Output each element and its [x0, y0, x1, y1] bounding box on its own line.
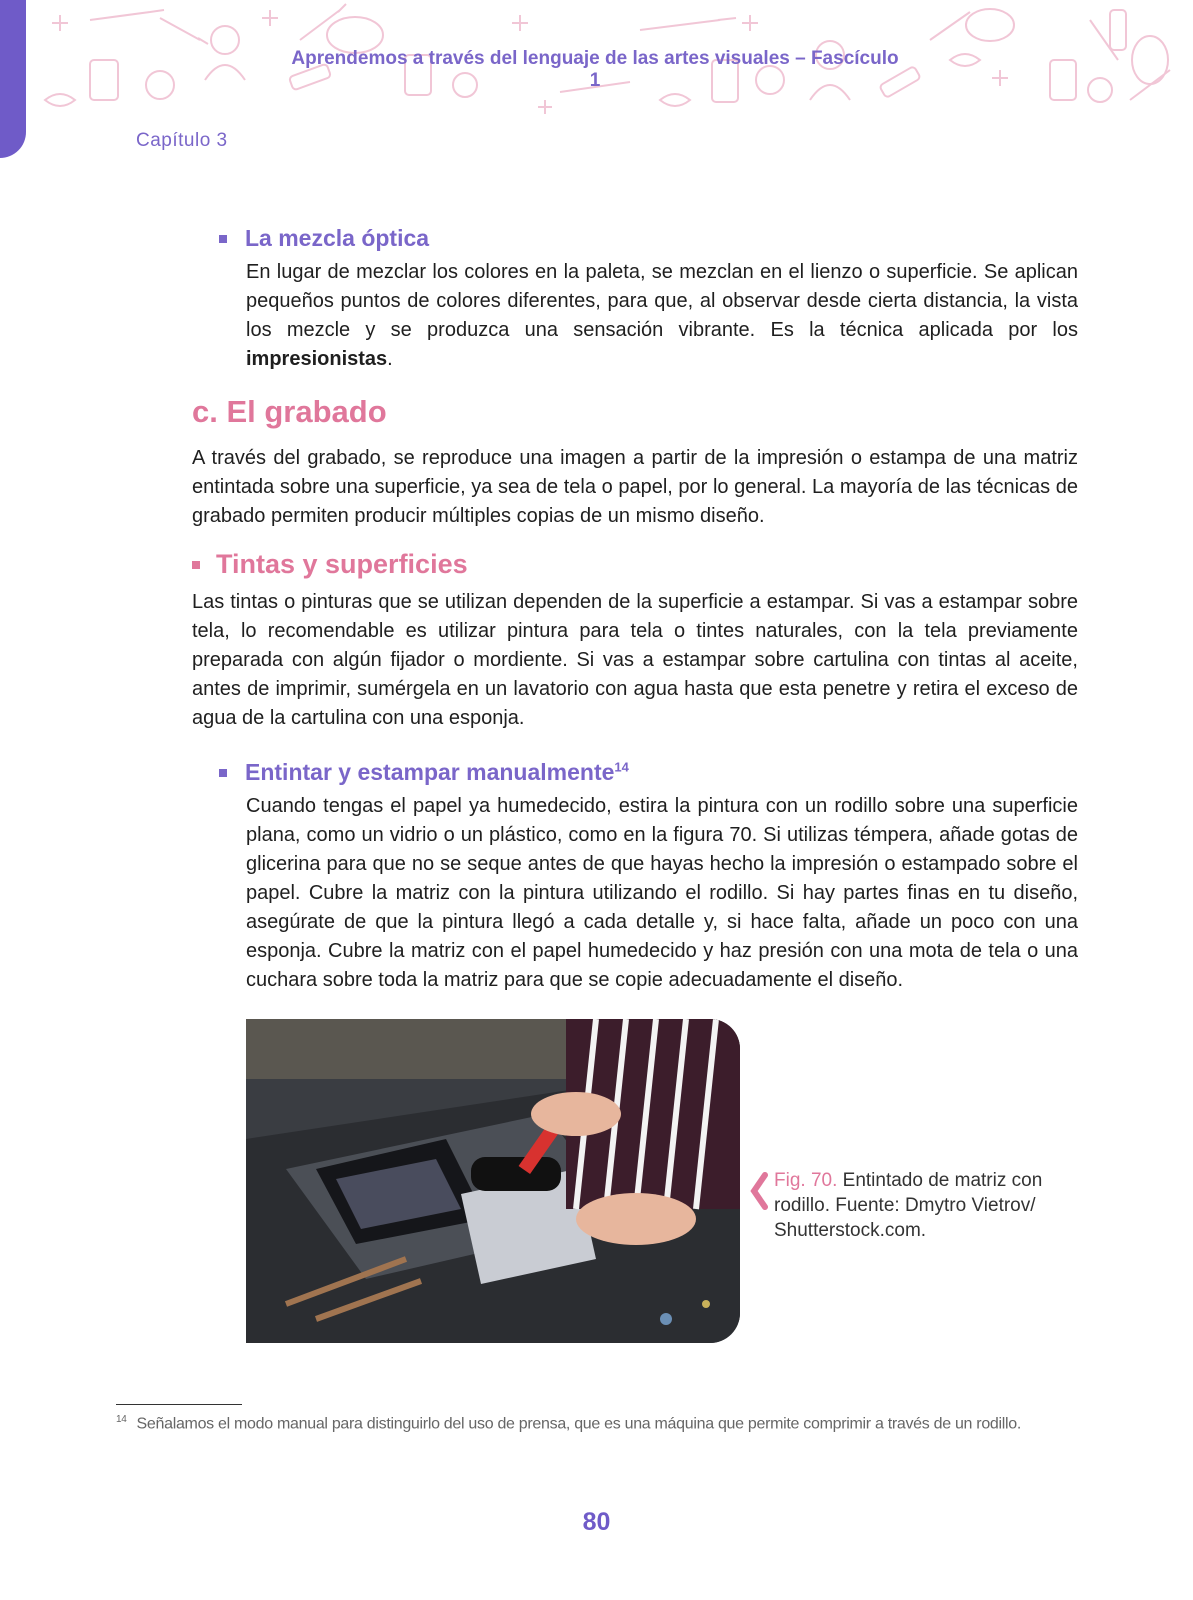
figure-label: Fig. 70. [774, 1170, 838, 1191]
square-bullet-icon [219, 235, 227, 243]
running-head: Aprendemos a través del lenguaje de las artes visuales – Fascículo 1 [291, 48, 899, 91]
paragraph-manual: Cuando tengas el papel ya humedecido, estira la pintura con un rodillo sobre una superficie plana, como un vidrio o un plástico, como en la figura 70. Si utilizas témpera, añade gotas de glicerina para que no se seque antes de que hayas hecho la impresión o estampado sobre el papel. Cubre la matriz con la pintura utilizando el rodillo. Si hay partes finas en tu diseño, asegúrate de que la pintura llegó a cada detalle y, si hace falta, añade un poco con una esponja. Cubre la matriz con el papel humedecido y haz presión con una mota de tela o una cuchara sobre toda la matriz para que se copie adecuadamente el diseño. [246, 795, 1078, 991]
bold-term: impresionistas [246, 348, 388, 370]
figure-70 [246, 1019, 1078, 1343]
footnote [116, 1414, 1086, 1433]
square-bullet-icon [192, 561, 200, 569]
figure-caption-text: Entintado de matriz con rodillo. Fuente: Dmytro Vietrov/ Shutterstock.com. [774, 1170, 1043, 1241]
bullet-manual [219, 759, 1078, 786]
inking-photo-illustration [246, 1019, 740, 1343]
photo-inking-matrix [246, 1019, 740, 1343]
chapter-side-tab [0, 0, 26, 158]
figure-caption [774, 1168, 1084, 1243]
paragraph-optical-mix [246, 258, 1078, 374]
paragraph-inks: Las tintas o pinturas que se utilizan dependen de la superficie a estampar. Si vas a estampar sobre tela, lo recomendable es utilizar pintura para tela o tintes naturales, con la tela previamente preparada con algún fijador o mordiente. Si vas a estampar sobre cartulina con tintas al aceite, antes de imprimir, sumérgela en un lavatorio con agua hasta que esta penetre y retira el exceso de agua de la cartulina con una esponja. [192, 591, 1078, 729]
subheading-manual-text: Entintar y estampar manualmente [245, 759, 615, 785]
bullet-inks [192, 549, 1078, 580]
footnote-divider [116, 1404, 242, 1405]
footnote-text: Señalamos el modo manual para distinguirlo del uso de prensa, que es una máquina que permite comprimir a través de un rodillo. [136, 1415, 1022, 1433]
optical-mix-text: En lugar de mezclar los colores en la paleta, se mezclan en el lienzo o superficie. Se aplican pequeños puntos de colores diferentes, para que, al observar desde cierta distancia, la vista los mezcle y se produzca una sensación vibrante. Es la técnica aplicada por los [246, 261, 1078, 341]
chapter-label: Capítulo 3 [136, 130, 228, 151]
main-content [192, 225, 1078, 1343]
subheading-optical-mix: La mezcla óptica [245, 225, 430, 251]
section-heading-engraving: c. El grabado [192, 394, 387, 429]
caption-chevron-icon [748, 1171, 768, 1211]
paragraph-engraving: A través del grabado, se reproduce una imagen a partir de la impresión o estampa de una matriz entintada sobre una superficie, ya sea de tela o papel, por lo general. La mayoría de las técnicas de grabado permiten producir múltiples copias de un mismo diseño. [192, 447, 1078, 527]
subheading-inks: Tintas y superficies [216, 549, 468, 579]
page-number: 80 [582, 1508, 611, 1536]
sentence-end: . [387, 348, 393, 370]
footnote-number: 14 [116, 1414, 127, 1425]
square-bullet-icon [219, 769, 227, 777]
bullet-optical-mix [219, 225, 1078, 252]
footnote-ref[interactable]: 14 [614, 759, 629, 775]
subheading-manual [245, 759, 629, 786]
